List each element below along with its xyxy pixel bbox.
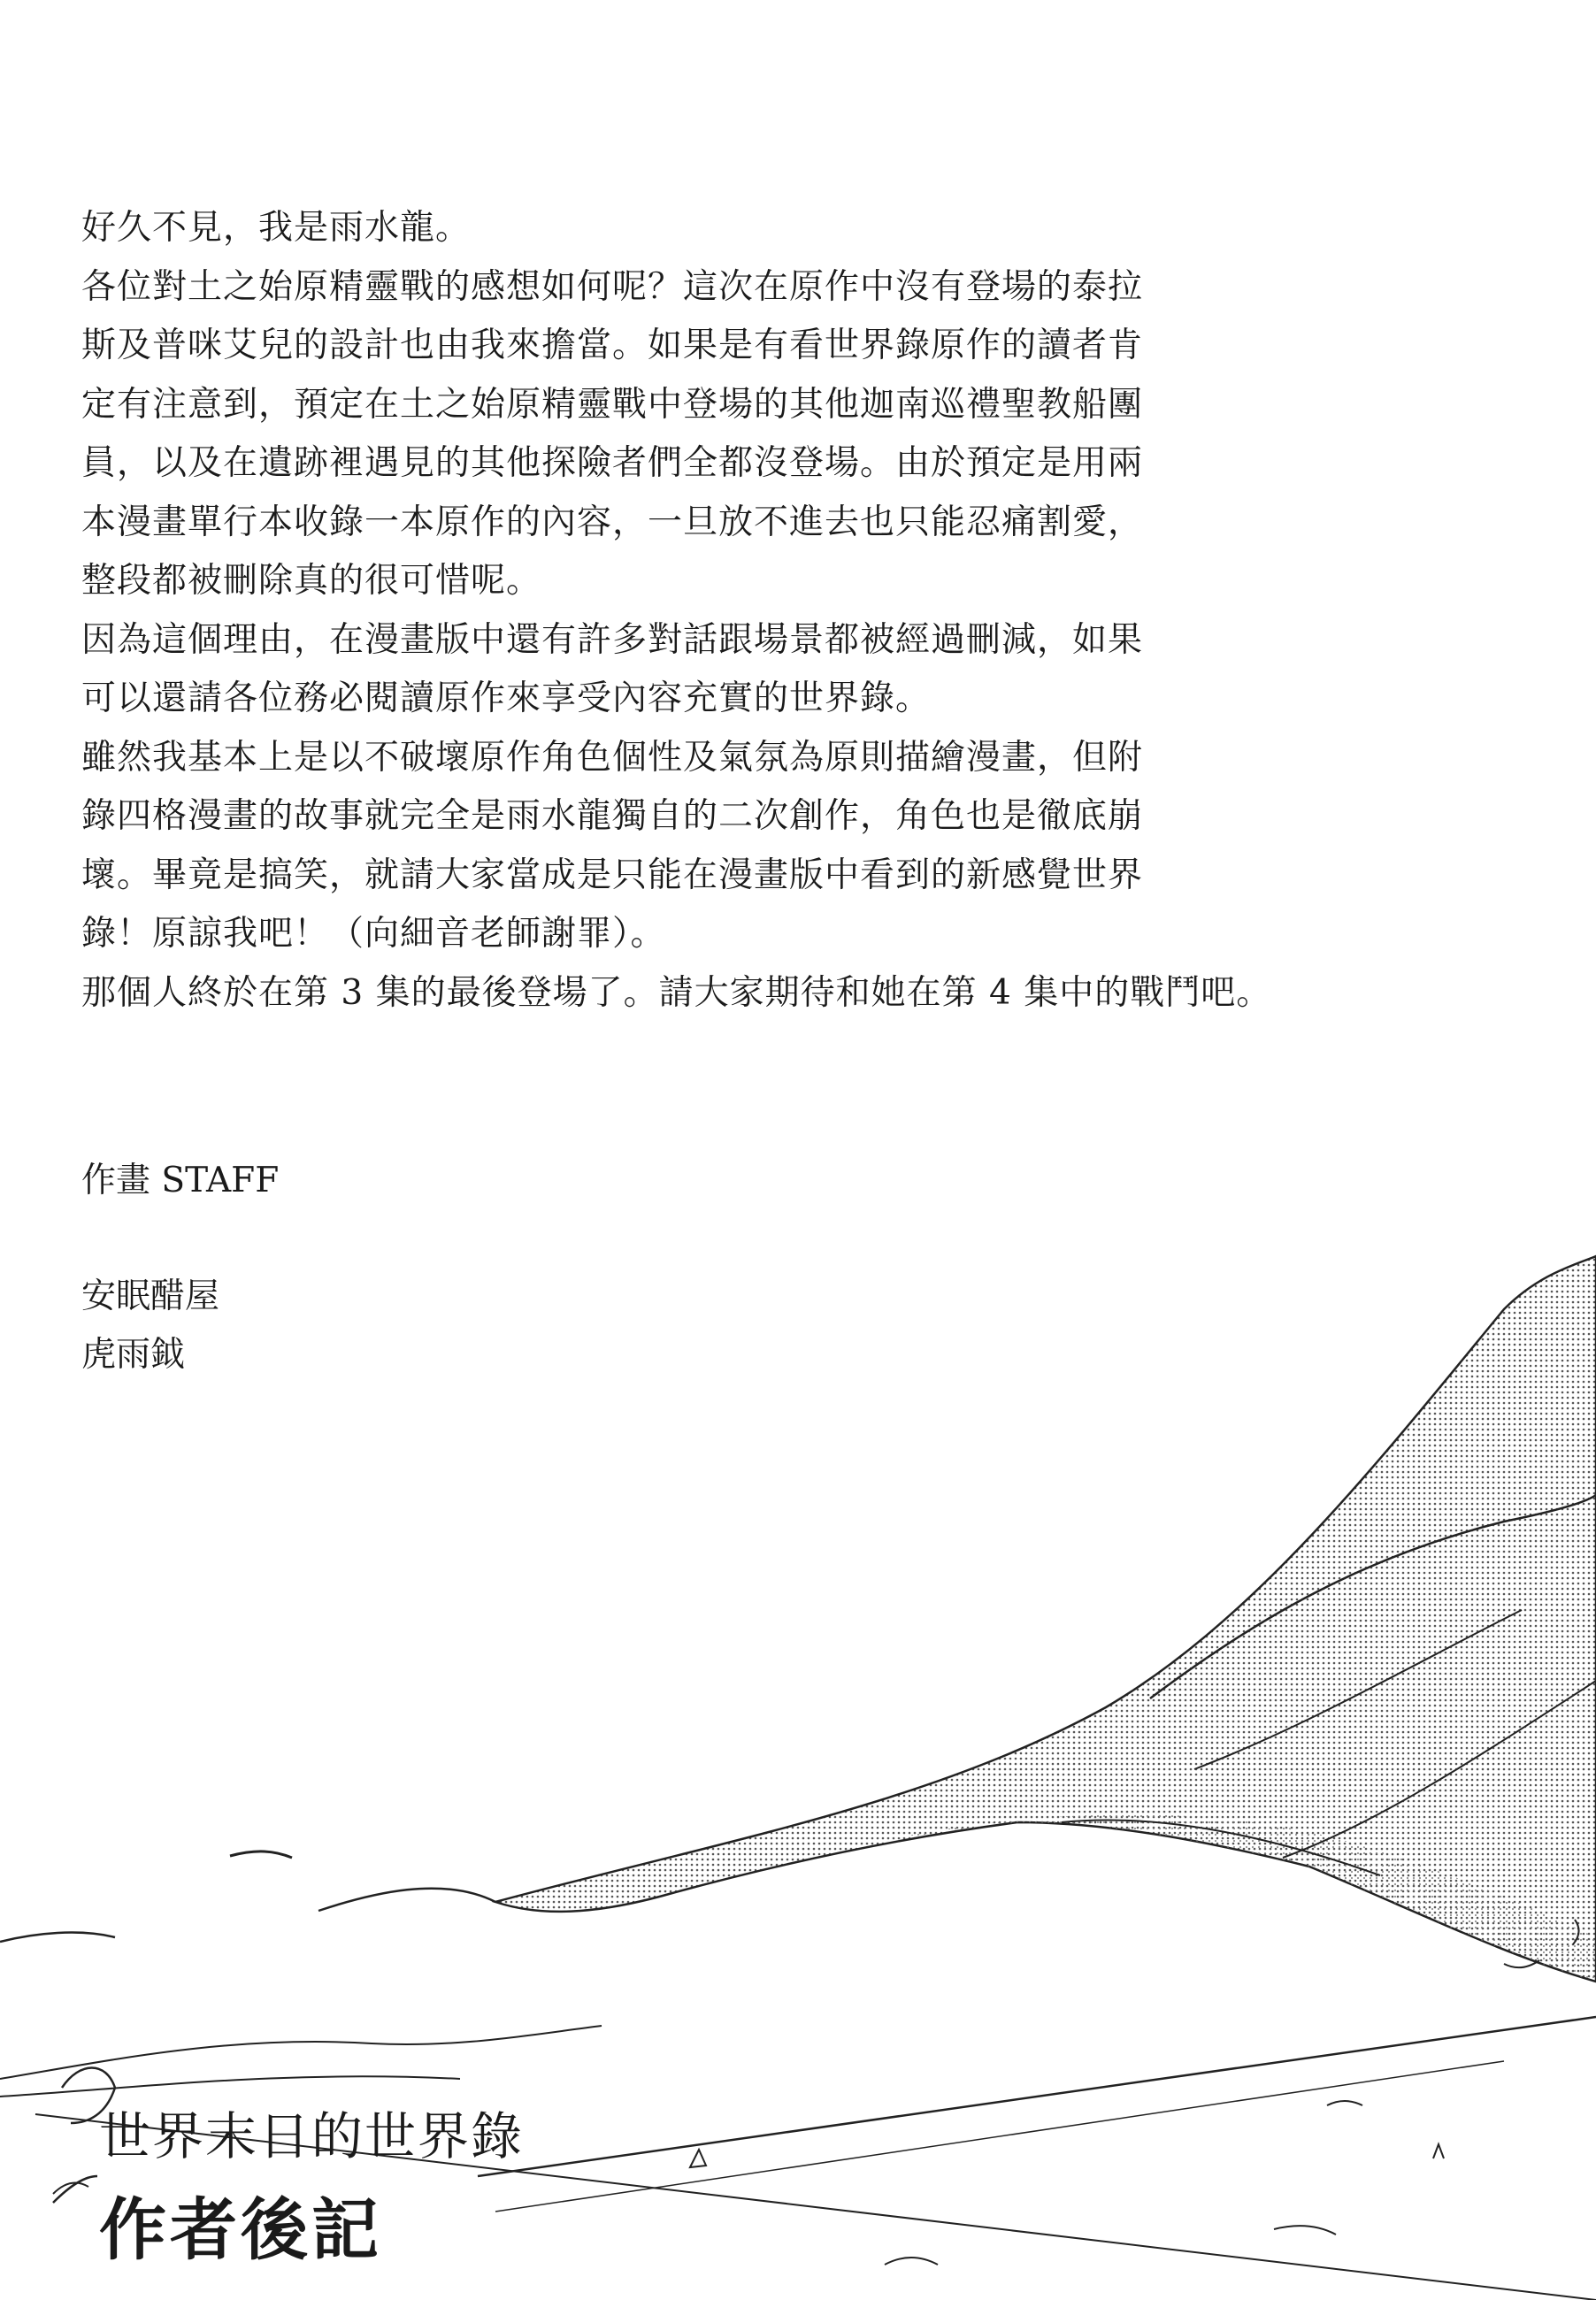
afterword-title: 作者後記 — [99, 2190, 382, 2269]
afterword-line: 各位對土之始原精靈戰的感想如何呢？這次在原作中沒有登場的泰拉 — [81, 266, 1144, 307]
afterword-line: 員，以及在遺跡裡遇見的其他探險者們全都沒登場。由於預定是用兩 — [81, 443, 1144, 483]
staff-list — [81, 1268, 219, 1384]
afterword-body — [81, 199, 1479, 1023]
afterword-line: 雖然我基本上是以不破壞原作角色個性及氣氛為原則描繪漫畫，但附 — [81, 737, 1144, 778]
afterword-line: 斯及普咪艾兒的設計也由我來擔當。如果是有看世界錄原作的讀者肯 — [81, 326, 1144, 365]
afterword-line: 因為這個理由，在漫畫版中還有許多對話跟場景都被經過刪減，如果 — [81, 619, 1144, 660]
series-title: 世界末日的世界錄 — [99, 2106, 525, 2166]
afterword-line: 錄！原諒我吧！（向細音老師謝罪）。 — [81, 914, 666, 954]
staff-member: 虎雨鉞 — [81, 1335, 186, 1375]
afterword-line: 那個人終於在第 3 集的最後登場了。請大家期待和她在第 4 集中的戰鬥吧。 — [81, 972, 1272, 1013]
staff-heading: 作畫 STAFF — [81, 1161, 280, 1200]
afterword-line: 壞。畢竟是搞笑，就請大家當成是只能在漫畫版中看到的新感覺世界 — [81, 855, 1144, 895]
afterword-line: 可以還請各位務必閱讀原作來享受內容充實的世界錄。 — [81, 678, 932, 718]
afterword-line: 定有注意到，預定在土之始原精靈戰中登場的其他迦南巡禮聖教船團 — [81, 384, 1144, 425]
afterword-line: 錄四格漫畫的故事就完全是雨水龍獨自的二次創作，角色也是徹底崩 — [81, 796, 1144, 836]
afterword-line: 好久不見，我是雨水龍。 — [81, 208, 472, 248]
afterword-line: 本漫畫單行本收錄一本原作的內容，一旦放不進去也只能忍痛割愛， — [81, 502, 1144, 542]
afterword-line: 整段都被刪除真的很可惜呢。 — [81, 561, 542, 601]
staff-member: 安眠醋屋 — [81, 1276, 220, 1316]
staff-section — [81, 1154, 279, 1208]
